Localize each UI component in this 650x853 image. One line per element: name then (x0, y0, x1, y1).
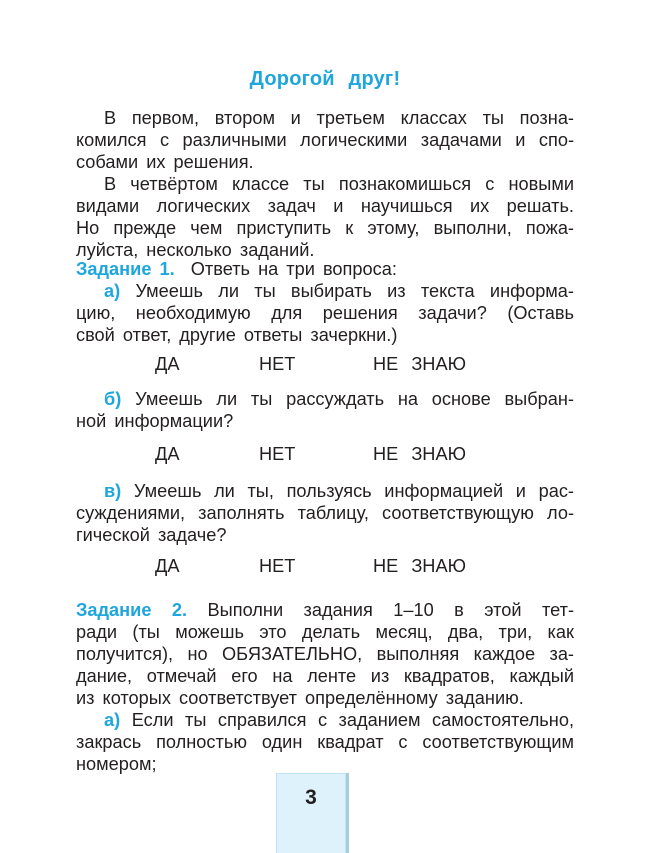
task2-label: Задание 2. (76, 600, 188, 620)
question-b-line (104, 388, 574, 410)
task2-line: дание, отмечай его на ленте из квадратов, каждый (76, 666, 574, 686)
question-a-marker: а) (104, 281, 121, 301)
intro-line: видами логических задач и научишься их решать. (76, 196, 574, 216)
task1-label: Задание 1. (76, 259, 175, 279)
task1-text: Ответь на три вопроса: (190, 259, 397, 279)
intro-line: комился с различными логическими задачами и спо- (76, 130, 574, 150)
task2-first-line: Выполни задания 1–10 в этой тет- (207, 600, 575, 620)
question-c-line: гической задаче? (76, 525, 227, 545)
task1-heading (76, 258, 574, 280)
answer-no[interactable]: НЕТ (259, 444, 296, 464)
task2-item-a-line (104, 709, 574, 731)
answer-yes[interactable]: ДА (155, 354, 180, 374)
answer-yes[interactable]: ДА (155, 556, 180, 576)
intro-line: собами их решения. (76, 152, 254, 172)
answer-dont-know[interactable]: НЕ ЗНАЮ (373, 444, 466, 464)
task2-line: получится), но ОБЯЗАТЕЛЬНО, выполняя каждое за- (76, 644, 574, 664)
question-b-text: Умеешь ли ты рассуждать на основе выбран- (135, 389, 574, 409)
task2-item-a-text: Если ты справился с заданием самостоятельно, (131, 710, 574, 730)
task2-heading (76, 599, 574, 621)
task2-item-a-line: номером; (76, 754, 157, 774)
question-a-line (104, 280, 574, 302)
question-a-text: Умеешь ли ты выбирать из текста информа- (135, 281, 574, 301)
question-a-line: свой ответ, другие ответы зачеркни.) (76, 325, 398, 345)
intro-line: В четвёртом классе ты познакомишься с новыми (104, 174, 574, 194)
question-c-marker: в) (104, 481, 122, 501)
intro-line: луйста, несколько заданий. (76, 240, 315, 260)
question-c-line (104, 480, 574, 502)
question-c-line: суждениями, заполнять таблицу, соответствующую ло- (76, 503, 574, 523)
answer-dont-know[interactable]: НЕ ЗНАЮ (373, 556, 466, 576)
page-title: Дорогой друг! (249, 68, 401, 90)
page-number-box (276, 773, 346, 853)
task2-line: из которых соответствует определённому заданию. (76, 688, 524, 708)
page-number: 3 (305, 786, 317, 809)
question-b-marker: б) (104, 389, 122, 409)
task2-line: ради (ты можешь это делать месяц, два, три, как (76, 622, 574, 642)
answer-dont-know[interactable]: НЕ ЗНАЮ (373, 354, 466, 374)
answer-yes[interactable]: ДА (155, 444, 180, 464)
task2-item-a-line: закрась полностью один квадрат с соответствующим (76, 732, 574, 752)
question-a-line: цию, необходимую для решения задачи? (Оставь (76, 303, 574, 323)
answer-no[interactable]: НЕТ (259, 556, 296, 576)
question-b-line: ной информации? (76, 411, 234, 431)
intro-line: В первом, втором и третьем классах ты позна- (104, 108, 574, 128)
answer-no[interactable]: НЕТ (259, 354, 296, 374)
intro-line: Но прежде чем приступить к этому, выполни, пожа- (76, 218, 574, 238)
task2-item-a-marker: а) (104, 710, 121, 730)
question-c-text: Умеешь ли ты, пользуясь информацией и рас- (133, 481, 574, 501)
